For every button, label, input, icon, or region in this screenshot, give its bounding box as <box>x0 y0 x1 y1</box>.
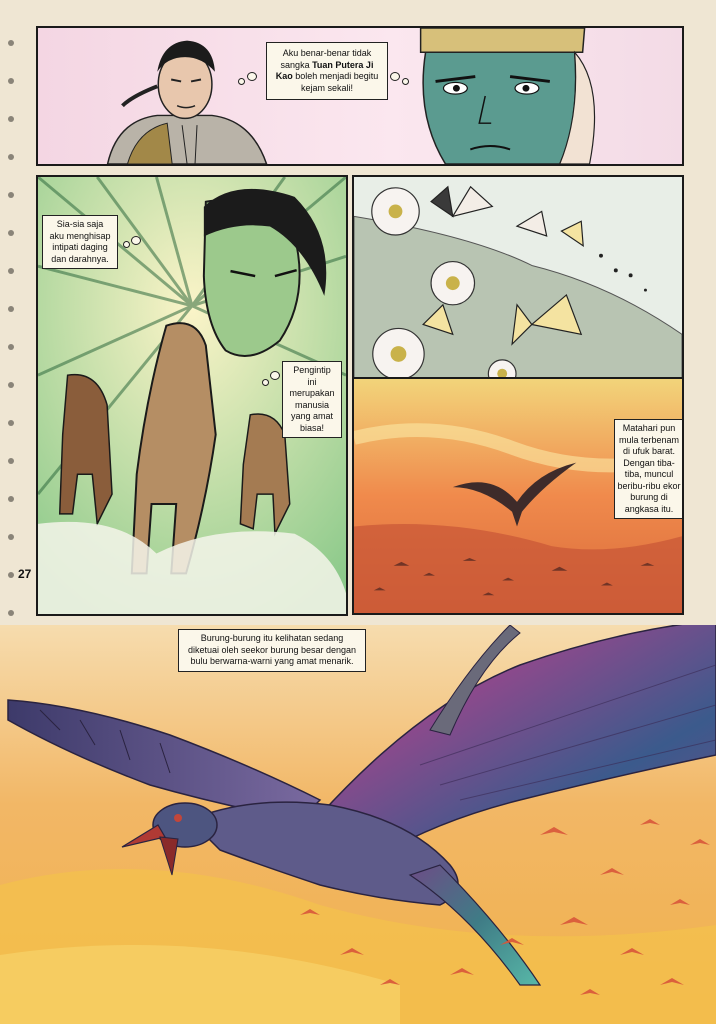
caption-riders-top: Sia-sia saja aku menghisap intipati daging dan darahnya. <box>42 215 118 269</box>
panel-faces <box>36 26 684 166</box>
page-number: 27 <box>18 567 32 581</box>
caption-sunset: Matahari pun mula terbenam di ufuk barat. Dengan tiba- tiba, muncul beribu-ribu ekor burung di angkasa itu. <box>614 419 684 519</box>
panel-sunset <box>352 377 684 615</box>
caption-great-bird: Burung-burung itu kelihatan sedang diketuai oleh seekor burung besar dengan bulu berwarna-warni yang amat menarik. <box>178 629 366 672</box>
great-bird-illustration <box>0 625 716 1024</box>
panel-riders <box>36 175 348 616</box>
woman-right-figure <box>421 28 595 164</box>
binding-holes <box>0 0 26 630</box>
flowers-butterflies-illustration <box>354 177 682 411</box>
man-left-figure <box>108 41 267 164</box>
caption-name-emphasis: Tuan Putera Ji Kao <box>275 59 374 81</box>
caption-top: Aku benar-benar tidak sangka Tuan Putera Ji Kao boleh menjadi begitu kejam sekali! <box>266 42 388 100</box>
panel-great-bird <box>0 625 716 1024</box>
caption-riders-bottom: Pengintip ini merupakan manusia yang amat biasa! <box>282 361 342 438</box>
